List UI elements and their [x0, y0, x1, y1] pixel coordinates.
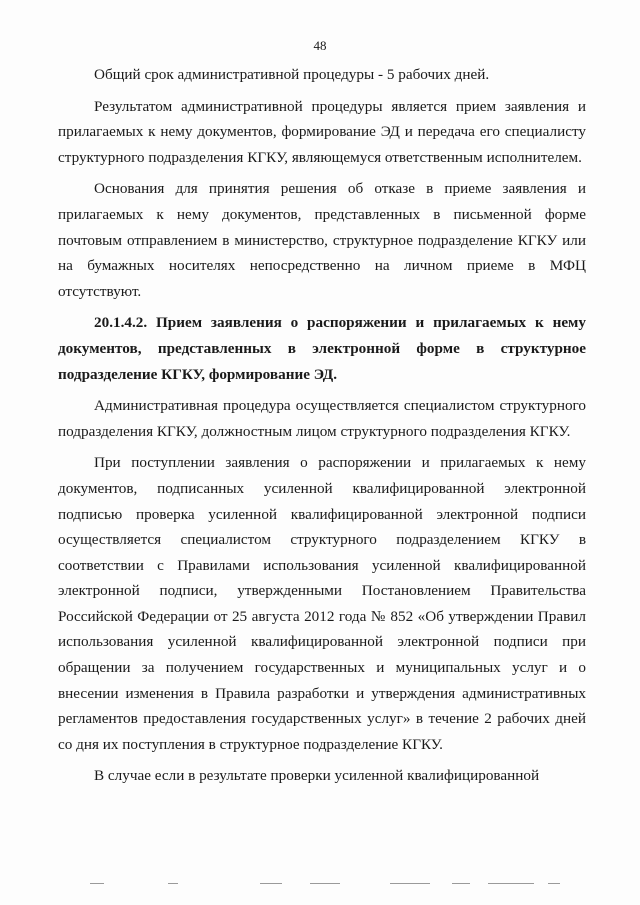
scan-artifact-line [90, 880, 570, 888]
paragraph-procedure-duration: Общий срок административной процедуры - 5 рабочих дней. [94, 66, 490, 83]
paragraph-signature-verification: При поступлении заявления о распоряжении и прилагаемых к нему документов, подписанных усиленной квалифицированной электронной подписью проверка усиленной квалифицированной электронной подписи осуществляется специалистом структурного подразделением КГКУ в соответствии с Правилами использования усиленной квалифицированной электронной подписи, утвержденными Постановлением Правительства Российской Федерации от 25 августа 2012 года № 852 «Об утверждении Правил использования усиленной квалифицированной электронной подписи при обращении за получением государственных и муниципальных услуг и о внесении изменения в Правила разработки и утверждения административных регламентов предоставления государственных услуг» в течение 2 рабочих дней со дня их поступления в структурное подразделение КГКУ. [58, 454, 586, 753]
paragraph-verification-result: В случае если в результате проверки усиленной квалифицированной [94, 767, 540, 785]
page-number: 48 [313, 38, 327, 53]
section-heading-20-1-4-2: 20.1.4.2. Прием заявления о распоряжении и прилагаемых к нему документов, представленных в электронной форме в структурное подразделение КГКУ, формирование ЭД. [58, 314, 586, 383]
paragraph-refusal-grounds: Основания для принятия решения об отказе в приеме заявления и прилагаемых к нему документов, представленных в письменной форме почтовым отправлением в министерство, структурное подразделение КГКУ или на бумажных носителях непосредственно на личном приеме в МФЦ отсутствуют. [58, 180, 586, 300]
paragraph-procedure-performer: Административная процедура осуществляется специалистом структурного подразделения КГКУ, должностным лицом структурного подразделения КГКУ. [58, 397, 586, 440]
paragraph-procedure-result: Результатом административной процедуры является прием заявления и прилагаемых к нему документов, формирование ЭД и передача его специалисту структурного подразделения КГКУ, являющемуся ответственным исполнителем. [58, 97, 586, 166]
document-body [58, 62, 586, 789]
